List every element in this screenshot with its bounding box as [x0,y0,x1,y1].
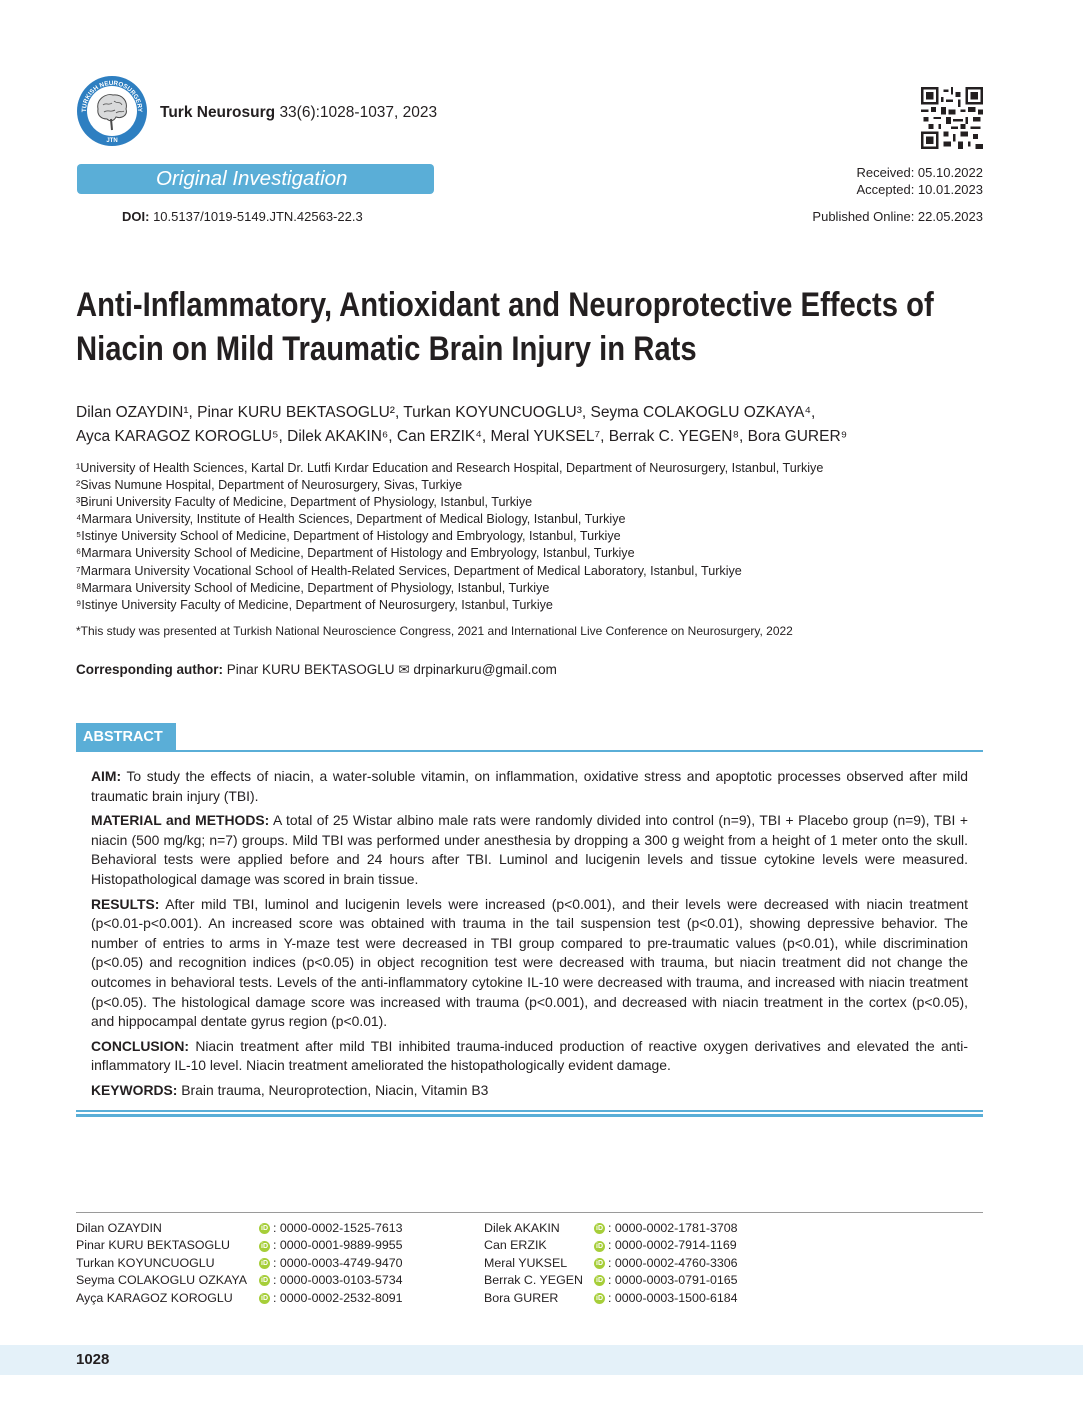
affiliation-4: ⁴Marmara University, Institute of Health Sciences, Department of Medical Biology, Istanbul, Turkiye [76,512,626,527]
orcid-author-name: Bora GURER [484,1290,559,1305]
abstract-methods [91,811,968,889]
orcid-entry [484,1290,738,1307]
abstract-heading: ABSTRACT [76,723,176,751]
journal-name: Turk Neurosurg [160,104,276,121]
affiliation-8: ⁸Marmara University School of Medicine, Department of Physiology, Istanbul, Turkiye [76,580,550,595]
orcid-id[interactable]: : 0000-0003-1500-6184 [608,1290,738,1305]
abstract-top-rule [76,750,983,752]
abstract-conclusion [91,1037,968,1076]
orcid-id[interactable]: : 0000-0002-4760-3306 [608,1255,738,1270]
conclusion-text: Niacin treatment after mild TBI inhibited trauma-induced production of reactive oxygen derivatives and elevated the anti-inflammatory IL-10 level. Niacin treatment ameliorated the histopathologically evident damage. [91,1037,969,1074]
orcid-entry [76,1290,403,1307]
title-line-1: Anti-Inflammatory, Antioxidant and Neuroprotective Effects of [76,286,934,324]
orcid-icon[interactable]: iD [261,1294,268,1302]
journal-citation [160,104,437,122]
orcid-icon[interactable]: iD [261,1277,268,1285]
orcid-id[interactable]: : 0000-0002-2532-8091 [273,1290,403,1305]
published-date: Published Online: 22.05.2023 [812,209,983,224]
orcid-id[interactable]: : 0000-0003-4749-9470 [273,1255,403,1270]
orcid-icon[interactable]: iD [261,1225,268,1233]
orcid-id[interactable]: : 0000-0001-9889-9955 [273,1238,403,1253]
orcid-author-name: Can ERZIK [484,1238,547,1253]
corresponding-email[interactable]: drpinarkuru@gmail.com [413,662,557,677]
orcid-icon[interactable]: iD [596,1260,603,1268]
footer-band [0,1345,1083,1375]
aim-text: To study the effects of niacin, a water-soluble vitamin, on inflammation, oxidative stress and apoptotic processes observed after mild traumatic brain injury (TBI). [91,768,969,804]
orcid-author-name: Dilan OZAYDIN [76,1221,162,1235]
orcid-icon[interactable]: iD [596,1294,603,1302]
abstract-aim [91,767,968,806]
affiliation-2: ²Sivas Numune Hospital, Department of Neurosurgery, Sivas, Turkiye [76,478,463,493]
affiliation-5: ⁵Istinye University School of Medicine, Department of Histology and Embryology, Istanbul, Turkiye [76,529,621,544]
abstract-results [91,895,968,1032]
orcid-entry [484,1272,738,1289]
abstract-keywords [91,1081,968,1101]
orcid-author-name: Dilek AKAKIN [484,1221,560,1235]
keywords-text: Brain trauma, Neuroprotection, Niacin, Vitamin B3 [181,1081,489,1098]
orcid-author-name: Seyma COLAKOGLU OZKAYA [76,1273,247,1288]
orcid-entry [484,1237,738,1254]
orcid-entry [76,1255,403,1272]
orcid-entry [484,1255,738,1272]
orcid-author-name: Meral YUKSEL [484,1255,568,1270]
affiliations [76,460,1006,614]
affiliation-3: ³Biruni University Faculty of Medicine, Department of Physiology, Istanbul, Turkiye [76,495,533,510]
page-number: 1028 [76,1351,110,1368]
authors-line-2: Ayca KARAGOZ KOROGLU⁵, Dilek AKAKIN⁶, Can ERZIK⁴, Meral YUKSEL⁷, Berrak C. YEGEN⁸, Bora GURER⁹ [76,428,848,445]
orcid-divider [76,1212,983,1213]
article-type-banner [77,164,434,194]
article-dates [812,164,983,225]
results-label: RESULTS: [91,895,160,912]
orcid-author-name: Pinar KURU BEKTASOGLU [76,1238,231,1253]
corresponding-label: Corresponding author: [76,662,223,677]
orcid-entry [76,1237,403,1254]
corresponding-name: Pinar KURU BEKTASOGLU [226,662,395,677]
orcid-id[interactable]: : 0000-0002-1525-7613 [273,1221,403,1235]
results-text: After mild TBI, luminol and lucigenin levels were increased (p<0.001), and their levels were decreased with niacin treatment (p<0.01-p<0.001). An increased score was obtained with trauma in the tail suspension test (p<0.01), showing depressive behavior. The number of entries to arms in Y-maze test were decreased in TBI group compared to pre-traumatic values (p<0.01), while discrimination (p<0.05) and recognition indices (p<0.05) in object recognition test were decreased with trauma, but niacin treatment did not change the outcomes in behavioral tests. Levels of the anti-inflammatory cytokine IL-10 were decreased with trauma, and increased with niacin treatment (p<0.05). The histological damage score was increased with trauma (p<0.001), and decreased with niacin treatment in the cortex (p<0.05), and hippocampal dentate gyrus region (p<0.01). [91,895,969,1030]
orcid-icon[interactable]: iD [261,1260,268,1268]
affiliation-9: ⁹Istinye University Faculty of Medicine, Department of Neurosurgery, Istanbul, Turkiye [76,597,553,612]
presentation-note: *This study was presented at Turkish National Neuroscience Congress, 2021 and International Live Conference on Neurosurgery, 2022 [76,624,793,638]
abstract-bottom-rule [76,1110,983,1112]
accepted-date: Accepted: 10.01.2023 [856,182,983,197]
orcid-entry [484,1220,738,1237]
authors-line-1: Dilan OZAYDIN¹, Pinar KURU BEKTASOGLU², Turkan KOYUNCUOGLU³, Seyma COLAKOGLU OZKAYA⁴, [76,404,816,421]
orcid-author-name: Berrak C. YEGEN [484,1273,583,1288]
conclusion-label: CONCLUSION: [91,1037,190,1054]
orcid-icon[interactable]: iD [596,1242,603,1250]
orcid-id[interactable]: : 0000-0003-0791-0165 [608,1273,738,1288]
affiliation-6: ⁶Marmara University School of Medicine, Department of Histology and Embryology, Istanbul, Turkiye [76,546,635,561]
methods-label: MATERIAL and METHODS: [91,812,270,829]
keywords-label: KEYWORDS: [91,1081,178,1098]
orcid-id[interactable]: : 0000-0002-1781-3708 [608,1221,738,1235]
article-type: Original Investigation [156,167,348,190]
doi-value[interactable]: 10.5137/1019-5149.JTN.42563-22.3 [153,209,363,224]
corresponding-author [76,662,557,678]
orcid-author-name: Turkan KOYUNCUOGLU [76,1255,215,1270]
methods-text: A total of 25 Wistar albino male rats were randomly divided into control (n=9), TBI + Placebo group (n=9), TBI + niacin (500 mg/kg; n=7) groups. Mild TBI was performed under anesthesia by dropping a 300 g weight from a height of 1 meter onto the skull. Behavioral tests were applied before and 24 hours after TBI. Luminol and lucigenin levels and tissue cytokine levels were measured. Histopathological damage was scored in brain tissue. [91,812,968,887]
citation: 33(6):1028-1037, 2023 [279,104,438,121]
title-line-2: Niacin on Mild Traumatic Brain Injury in Rats [76,330,697,368]
doi-label: DOI: [122,209,150,224]
affiliation-7: ⁷Marmara University Vocational School of Health-Related Services, Department of Medical Laboratory, Istanbul, Turkiye [76,563,742,578]
aim-label: AIM: [91,768,122,784]
logo-letters: JTN [106,138,118,144]
orcid-icon[interactable]: iD [261,1242,268,1250]
orcid-entry [76,1220,403,1237]
orcid-icon[interactable]: iD [596,1277,603,1285]
author-list [76,401,1006,449]
logo-ring-text: TURKISH NEUROSURGERY [80,79,144,113]
doi[interactable] [122,209,363,224]
orcid-id[interactable]: : 0000-0002-7914-1169 [608,1238,737,1253]
article-title [76,283,996,371]
affiliation-1: ¹University of Health Sciences, Kartal Dr. Lutfi Kırdar Education and Research Hospital, Department of Neurosurgery, Istanbul, Turkiye [76,461,824,475]
orcid-icon[interactable]: iD [596,1225,603,1233]
orcid-entry [76,1272,403,1289]
qr-code[interactable] [921,87,983,149]
received-date: Received: 05.10.2022 [856,165,983,180]
email-icon: ✉ [398,662,410,677]
journal-logo [76,75,148,147]
orcid-list-right [484,1220,738,1307]
abstract-bottom-rule-thick [76,1114,983,1117]
abstract-body [91,767,968,1106]
orcid-list-left [76,1220,403,1307]
orcid-id[interactable]: : 0000-0003-0103-5734 [273,1273,403,1288]
orcid-author-name: Ayça KARAGOZ KOROGLU [76,1290,233,1305]
